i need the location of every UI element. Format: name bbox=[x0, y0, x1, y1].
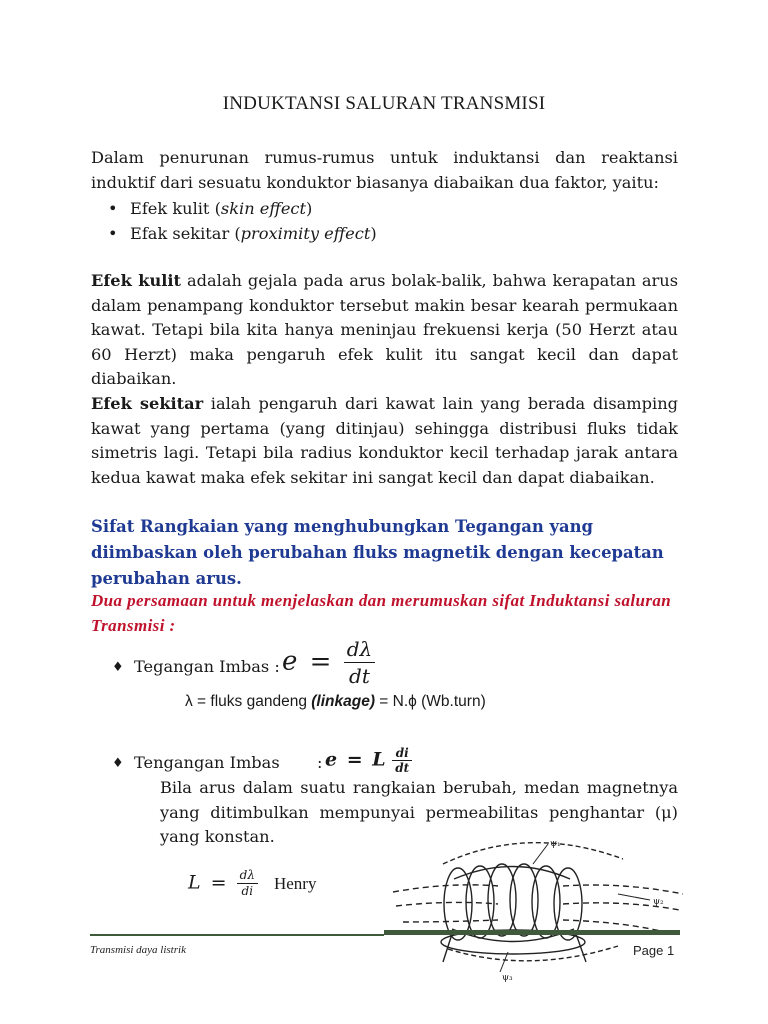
diamond-bullet-icon: ♦ bbox=[112, 756, 124, 771]
efek-sekitar-term: Efek sekitar bbox=[91, 394, 204, 413]
flux-label: ψ₁ bbox=[550, 839, 561, 849]
equation-e-dlambda-dt: e = $\frac{d\lambda}{dt}$ bbox=[282, 636, 375, 689]
footer-divider bbox=[90, 934, 384, 936]
flux-label: ψ₂ bbox=[653, 897, 664, 907]
footer-divider-thick bbox=[384, 930, 680, 935]
footer-document-name: Transmisi daya listrik bbox=[90, 944, 186, 956]
list-item: • Efek kulit (skin effect) bbox=[108, 196, 377, 221]
efek-kulit-paragraph: Efek kulit adalah gejala pada arus bolak-balik, bahwa kerapatan arus dalam penampang konduktor tersebut makin besar kearah permukaan kawat. Tetapi bila kita hanya meninjau frekuensi kerja (50 Herzt atau 60 Herzt) maka pengaruh efek kulit itu sangat kecil dan dapat diabaikan. bbox=[91, 271, 679, 389]
flux-label: ψ₃ bbox=[502, 973, 513, 982]
sifat-heading: Sifat Rangkaian yang menghubungkan Tegangan yang diimbaskan oleh perubahan fluks magnetik dengan kecepatan perubahan arus. bbox=[91, 517, 664, 588]
equation-l-henry: L = $\frac{d\lambda}{di}$ Henry bbox=[188, 868, 317, 898]
bila-arus-paragraph: Bila arus dalam suatu rangkaian berubah, medan magnetnya yang ditimbulkan mempunyai permeabilitas penghantar (μ) yang konstan. bbox=[160, 778, 678, 847]
list-item: • Efak sekitar (proximity effect) bbox=[108, 221, 377, 246]
tengangan-imbas-label: Tengangan Imbas bbox=[134, 753, 280, 772]
page-title: INDUKTANSI SALURAN TRANSMISI bbox=[222, 93, 546, 114]
coil-flux-figure bbox=[388, 834, 688, 982]
linkage-note: λ = fluks gandeng (linkage) = N.ϕ (Wb.turn) bbox=[185, 693, 486, 710]
bullet-list bbox=[108, 196, 377, 246]
tegangan-imbas-label: Tegangan Imbas : bbox=[134, 657, 280, 676]
efek-kulit-term: Efek kulit bbox=[91, 271, 182, 290]
equation-e-l-di-dt: e = L $\frac{di}{dt}$ bbox=[325, 746, 412, 775]
page-number: Page 1 bbox=[633, 943, 675, 958]
bullet-dot: • bbox=[108, 224, 118, 243]
bullet-dot: • bbox=[108, 199, 118, 218]
diamond-bullet-icon: ♦ bbox=[112, 660, 124, 675]
colon: : bbox=[317, 753, 323, 772]
efek-sekitar-paragraph: Efek sekitar ialah pengaruh dari kawat lain yang berada disamping kawat yang pertama (yang ditinjau) sehingga distribusi fluks tidak simetris lagi. Tetapi bila radius konduktor kecil terhadap jarak antara kedua kawat maka efek sekitar ini sangat kecil dan dapat diabaikan. bbox=[91, 394, 678, 487]
intro-paragraph: Dalam penurunan rumus-rumus untuk induktansi dan reaktansi induktif dari sesuatu konduktor biasanya diabaikan dua faktor, yaitu: bbox=[91, 148, 678, 192]
dua-persamaan-heading: Dua persamaan untuk menjelaskan dan merumuskan sifat Induktansi saluran Transmisi : bbox=[91, 591, 672, 635]
